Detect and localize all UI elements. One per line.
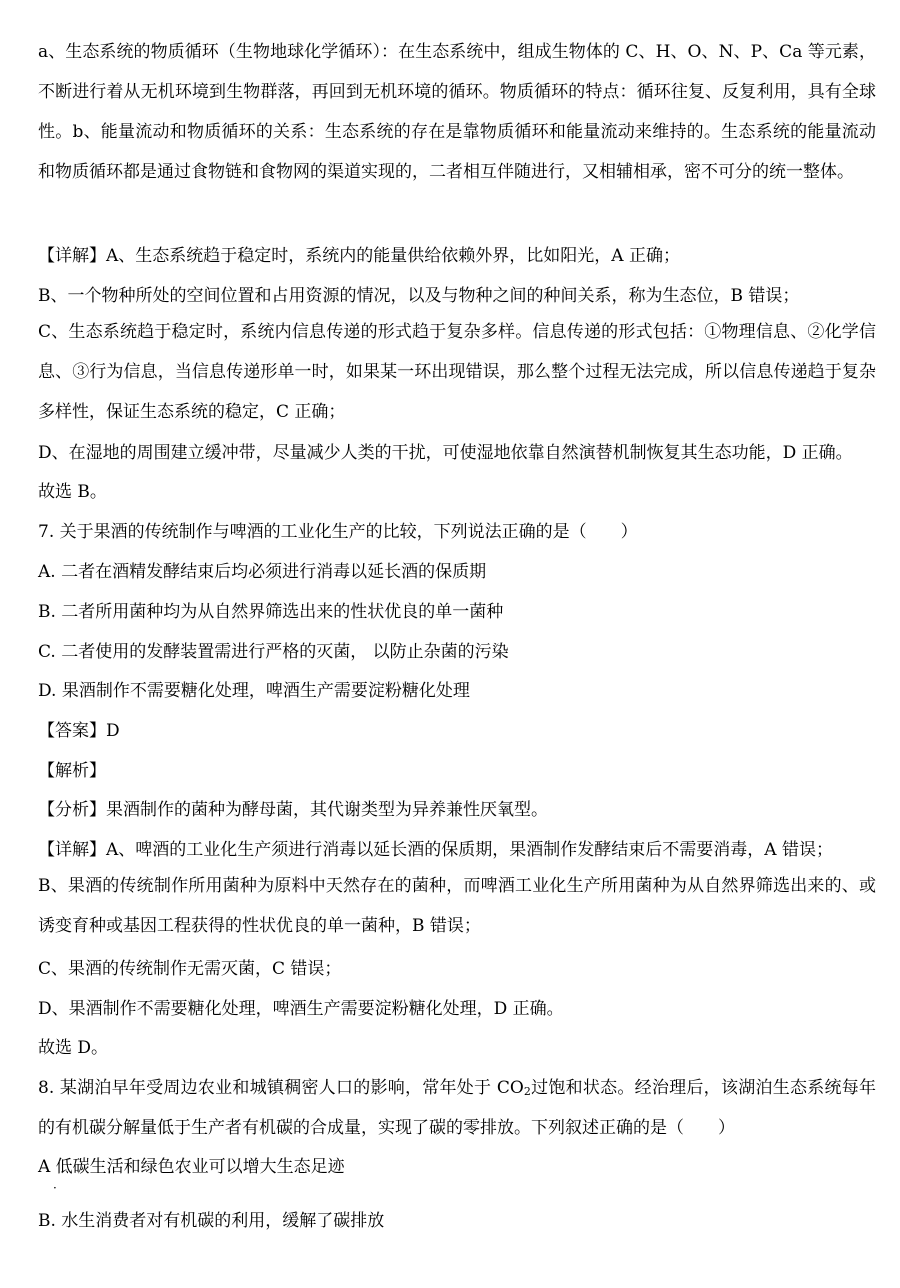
question-7-option-d: D. 果酒制作不需要糖化处理，啤酒生产需要淀粉糖化处理 [38, 681, 470, 701]
question-8-stem [38, 1068, 876, 1148]
co2-subscript: 2 [523, 1085, 531, 1098]
explanation-option-b: B、一个物种所处的空间位置和占用资源的情况，以及与物种之间的种间关系，称为生态位，B 错误； [38, 286, 800, 306]
question-8-option-a: A 低碳生活和绿色农业可以增大生态足迹 [38, 1157, 345, 1177]
explanation-option-d: D、在湿地的周围建立缓冲带，尽量减少人类的干扰，可使湿地依靠自然演替机制恢复其生态功能，D 正确。 [38, 443, 853, 463]
explanation-option-c: C、生态系统趋于稳定时，系统内信息传递的形式趋于复杂多样。信息传递的形式包括：①物理信息、②化学信息、③行为信息，当信息传递形单一时，如果某一环出现错误，那么整个过程无法完成，所以信息传递趋于复杂多样性，保证生态系统的稳定，C 正确； [38, 322, 876, 422]
detail-option-d: D、果酒制作不需要糖化处理，啤酒生产需要淀粉糖化处理，D 正确。 [38, 999, 564, 1019]
choose-answer-b: 故选 B。 [38, 482, 107, 502]
analysis-label: 【解析】 [38, 761, 106, 781]
question-8-stem-part2: 过饱和状态。经治理后，该湖泊生态系统每年的有机碳分解量低于生产者有机碳的合成量，实现了碳的零排放。下列叙述正确的是（ ） [38, 1078, 876, 1138]
detail-option-c: C、果酒的传统制作无需灭菌，C 错误； [38, 959, 342, 979]
detail-option-a: 【详解】A、啤酒的工业化生产须进行消毒以延长酒的保质期，果酒制作发酵结束后不需要消毒，A 错误； [38, 840, 833, 860]
detail-option-b: B、果酒的传统制作所用菌种为原料中天然存在的菌种，而啤酒工业化生产所用菌种为从自然界筛选出来的、或诱变育种或基因工程获得的性状优良的单一菌种，B 错误； [38, 876, 876, 936]
explanation-option-a: 【详解】A、生态系统趋于稳定时，系统内的能量供给依赖外界，比如阳光，A 正确； [38, 246, 680, 266]
analysis-text: 【分析】果酒制作的菌种为酵母菌，其代谢类型为异养兼性厌氧型。 [38, 800, 548, 820]
question-7-stem: 7. 关于果酒的传统制作与啤酒的工业化生产的比较，下列说法正确的是（ ） [38, 522, 638, 542]
question-7-option-b: B. 二者所用菌种均为从自然界筛选出来的性状优良的单一菌种 [38, 602, 504, 622]
choose-answer-d: 故选 D。 [38, 1038, 109, 1058]
answer-label: 【答案】D [38, 721, 120, 741]
paragraph-material-cycle: a、生态系统的物质循环（生物地球化学循环）：在生态系统中，组成生物体的 C、H、O、N、P、Ca 等元素，不断进行着从无机环境到生物群落，再回到无机环境的循环。物质循环的特点：循环往复、反复利用，具有全球性。b、能量流动和物质循环的关系：生态系统的存在是靠物质循环和能量流动来维持的。生态系统的能量流动和物质循环都是通过食物链和食物网的渠道实现的，二者相互伴随进行，又相辅相承，密不可分的统一整体。 [38, 42, 876, 182]
stray-dot-mark: · [53, 1181, 57, 1195]
question-7-option-a: A. 二者在酒精发酵结束后均必须进行消毒以延长酒的保质期 [38, 562, 487, 582]
question-7-option-c: C. 二者使用的发酵装置需进行严格的灭菌， 以防止杂菌的污染 [38, 642, 509, 662]
question-8-option-b: B. 水生消费者对有机碳的利用，缓解了碳排放 [38, 1211, 385, 1231]
question-8-stem-part1: 8. 某湖泊早年受周边农业和城镇稠密人口的影响，常年处于 CO [38, 1078, 524, 1098]
